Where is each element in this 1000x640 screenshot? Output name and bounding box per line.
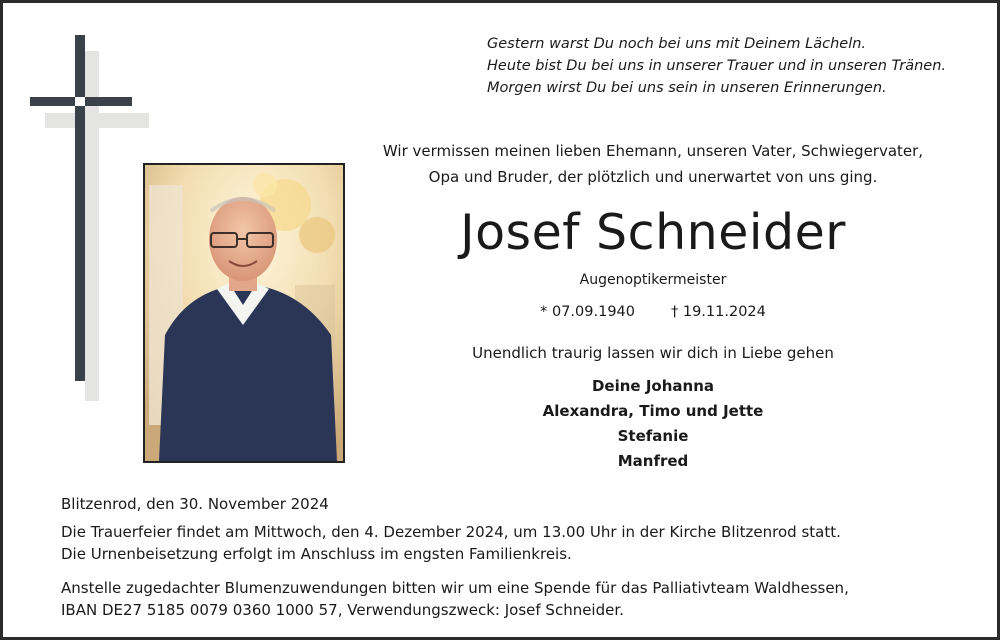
- death-date: † 19.11.2024: [671, 304, 766, 320]
- family-signatures: [333, 374, 973, 474]
- birth-date: * 07.09.1940: [540, 304, 635, 320]
- cross-icon: [27, 33, 157, 403]
- funeral-service-info: Die Trauerfeier findet am Mittwoch, den 4. Dezember 2024, um 13.00 Uhr in der Kirche Blitzenrod statt.: [61, 523, 841, 541]
- iban-info: IBAN DE27 5185 0079 0360 1000 57, Verwendungszweck: Josef Schneider.: [61, 601, 624, 619]
- family-line: Alexandra, Timo und Jette: [542, 402, 764, 420]
- life-dates: [333, 301, 973, 323]
- poem-line: Heute bist Du bei uns in unserer Trauer und in unseren Tränen.: [487, 58, 947, 74]
- family-line: Stefanie: [617, 427, 689, 445]
- urn-burial-info: Die Urnenbeisetzung erfolgt im Anschluss im engsten Familienkreis.: [61, 545, 572, 563]
- deceased-name: Josef Schneider: [460, 204, 846, 261]
- family-line: Manfred: [617, 452, 689, 470]
- intro-line: Opa und Bruder, der plötzlich und unerwartet von uns ging.: [428, 168, 878, 186]
- portrait-photo: [143, 163, 345, 463]
- farewell-line: Unendlich traurig lassen wir dich in Liebe gehen: [472, 344, 834, 362]
- poem-line: Gestern warst Du noch bei uns mit Deinem Lächeln.: [487, 36, 867, 52]
- poem: [487, 33, 987, 99]
- family-line: Deine Johanna: [591, 377, 714, 395]
- place-date: Blitzenrod, den 30. November 2024: [61, 495, 329, 513]
- donation-request: Anstelle zugedachter Blumenzuwendungen bitten wir um eine Spende für das Palliativteam Waldhessen,: [61, 579, 849, 597]
- intro-text: [333, 138, 973, 190]
- intro-line: Wir vermissen meinen lieben Ehemann, unseren Vater, Schwiegervater,: [382, 142, 924, 160]
- poem-line: Morgen wirst Du bei uns sein in unseren Erinnerungen.: [487, 80, 887, 96]
- portrait-illustration: [145, 165, 343, 461]
- deceased-profession: Augenoptikermeister: [579, 272, 727, 288]
